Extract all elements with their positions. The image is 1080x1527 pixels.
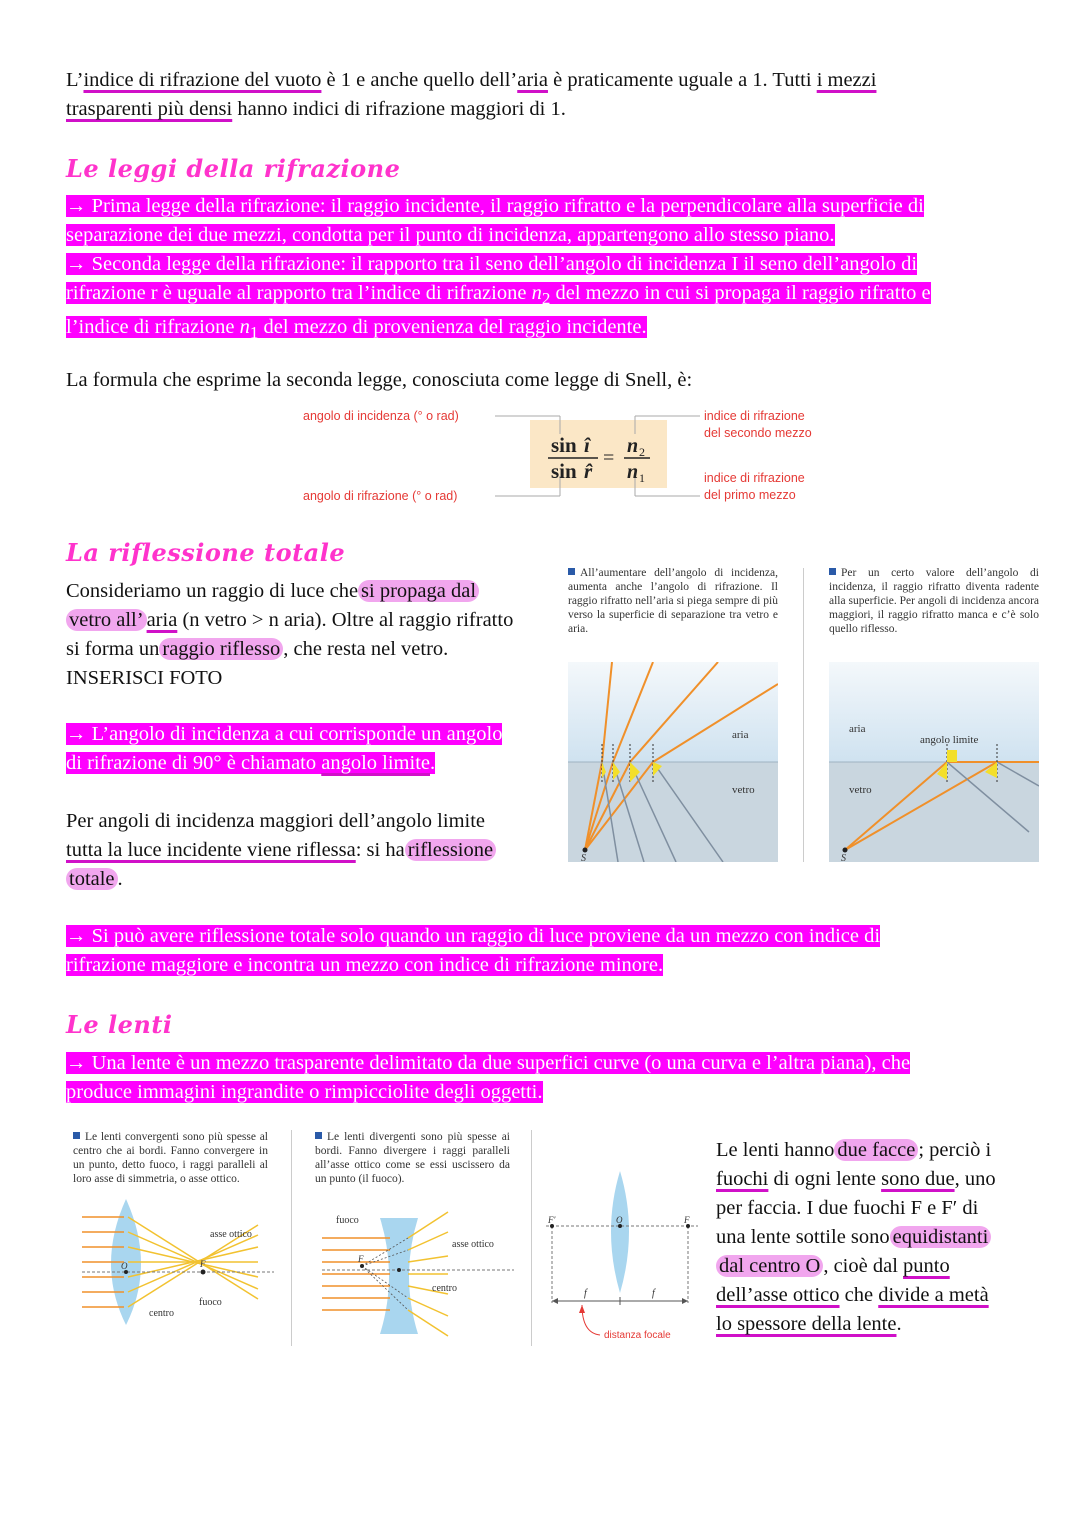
- label-vetro: vetro: [849, 784, 872, 796]
- label-f: F: [684, 1215, 690, 1225]
- label-f-right: f: [652, 1288, 655, 1299]
- label-f: F: [200, 1259, 206, 1269]
- law2-line3: l’indice di rifrazione $n_1$ del mezzo di provenienza del raggio incidente.: [66, 316, 647, 343]
- snell-formula-graphic: [300, 404, 840, 508]
- law2-line2: rifrazione r è uguale al rapporto tra l’indice di rifrazione $n_2$ del mezzo in cui si propaga il raggio rifratto e: [66, 282, 931, 309]
- underlined-text: lo spessore della lente: [716, 1313, 897, 1335]
- underlined-text: punto: [903, 1255, 950, 1277]
- label-o: O: [121, 1261, 128, 1271]
- figure-caption-right: Per un certo valore dell’angolo di incidenza, il raggio rifratto diventa radente alla superficie. Per angoli di incidenza ancora maggiori, il raggio rifratto manca e c’è solo quello riflesso.: [829, 567, 1039, 635]
- formula-n1: n: [627, 461, 639, 483]
- snell-intro: La formula che esprime la seconda legge, conosciuta come legge di Snell, è:: [66, 369, 693, 391]
- figure-divider: [803, 568, 804, 862]
- label-centro: centro: [149, 1308, 174, 1319]
- refraction-laws: [66, 192, 1006, 347]
- converging-lens-figure: [78, 1195, 278, 1330]
- label-n1-line2: del primo mezzo: [704, 488, 796, 502]
- lens-foci-paragraph: Le lenti hanno due facce ; perciò i fuochi di ogni lente sono due, uno per faccia. I due fuochi F e F′ di una lente sottile sono equidistanti dal centro O , cioè dal punto dell’asse ottico che divide a metà lo spessore della lente.: [716, 1139, 996, 1335]
- highlight-text: dal centro O: [716, 1255, 823, 1277]
- total-reflection-condition: Per angoli di incidenza maggiori dell’angolo limite tutta la luce incidente viene riflessa: si ha riflessione totale .: [66, 807, 546, 894]
- total-reflection-rule: → Si può avere riflessione totale solo quando un raggio di luce proviene da un mezzo con indice di rifrazione maggiore e incontra un mezzo con indice di rifrazione minore.: [66, 925, 881, 976]
- formula-n2-sub: 2: [639, 445, 645, 459]
- label-n2-line2: del secondo mezzo: [704, 426, 812, 440]
- underlined-text: fuochi: [716, 1168, 769, 1190]
- law2-line1: → Seconda legge della rifrazione: il rapporto tra il seno dell’angolo di incidenza I il seno dell’angolo di: [66, 253, 918, 275]
- label-distanza-focale: distanza focale: [604, 1330, 671, 1341]
- highlight-text: vetro all’: [66, 609, 147, 631]
- text: L’: [66, 69, 84, 91]
- underlined-text: aria: [146, 609, 178, 631]
- label-asse-ottico: asse ottico: [210, 1229, 252, 1240]
- text: è 1 e anche quello dell’: [321, 69, 518, 91]
- highlight-text: si propaga dal: [358, 580, 479, 602]
- figure-caption-left: All’aumentare dell’angolo di incidenza, aumenta anche l’angolo di rifrazione. Il raggio rifratto nell’aria si piega sempre di più verso la superficie di separazione tra vetro e aria.: [568, 567, 778, 635]
- formula-num-sin: sin: [551, 433, 577, 457]
- caption-diverging: Le lenti divergenti sono più spesse ai bordi. Fanno divergere i raggi paralleli all’asse ottico come se essi uscissero da un punto (il fuoco).: [315, 1131, 510, 1185]
- label-o: O: [616, 1215, 623, 1225]
- label-f-left: f: [584, 1288, 587, 1299]
- underlined-text: angolo limite: [321, 752, 430, 774]
- lens-definition: → Una lente è un mezzo trasparente delimitato da due superfici curve (o una curva e l’altra piana), che produce immagini ingrandite o rimpicciolite degli oggetti.: [66, 1052, 911, 1103]
- highlight-text: riflessione: [405, 839, 496, 861]
- section-title-refraction: Le leggi della rifrazione: [66, 154, 401, 183]
- label-s: S: [841, 853, 846, 862]
- label-centro: centro: [432, 1283, 457, 1294]
- label-angolo-limite: angolo limite: [920, 734, 979, 746]
- underlined-text: tutta la luce incidente viene riflessa: [66, 839, 356, 861]
- label-n1-line1: indice di rifrazione: [704, 471, 805, 485]
- label-asse-ottico: asse ottico: [452, 1239, 494, 1250]
- underlined-text: sono due: [881, 1168, 955, 1190]
- total-reflection-figure: [829, 662, 1039, 862]
- label-incidence: angolo di incidenza (° o rad): [303, 409, 459, 423]
- highlight-text: totale: [66, 868, 118, 890]
- lens-divider-1: [291, 1130, 292, 1346]
- highlight-text: raggio riflesso: [159, 638, 283, 660]
- caption-converging: Le lenti convergenti sono più spesse al centro che ai bordi. Fanno convergere in un punto, detto fuoco, i raggi paralleli al loro asse di simmetria, o asse ottico.: [73, 1131, 268, 1185]
- refraction-figure: [568, 662, 778, 862]
- label-f-prime: F′: [548, 1215, 556, 1225]
- label-f: F: [358, 1254, 364, 1264]
- section-title-total-reflection: La riflessione totale: [66, 538, 346, 567]
- underlined-text: aria: [517, 69, 548, 91]
- label-aria: aria: [732, 729, 749, 741]
- formula-den-sin: sin: [551, 459, 577, 483]
- underlined-text: indice di rifrazione del vuoto: [83, 69, 322, 91]
- label-vetro: vetro: [732, 784, 755, 796]
- text: hanno indici di rifrazione maggiori di 1.: [232, 98, 566, 120]
- underlined-text: i mezzi: [816, 69, 877, 91]
- snell-formula: [300, 404, 840, 508]
- thin-lens-figure: [542, 1165, 702, 1345]
- formula-n1-sub: 1: [639, 471, 645, 485]
- law1-line2: separazione dei due mezzi, condotta per il punto di incidenza, appartengono allo stesso piano.: [66, 224, 835, 246]
- critical-angle-definition: → L’angolo di incidenza a cui corrisponde un angolo di rifrazione di 90° è chiamato angolo limite.: [66, 723, 503, 774]
- law1-line1: → Prima legge della rifrazione: il raggio incidente, il raggio rifratto e la perpendicolare alla superficie di: [66, 195, 924, 217]
- label-refraction: angolo di rifrazione (° o rad): [303, 489, 458, 503]
- underlined-text: trasparenti più densi: [66, 98, 233, 120]
- formula-equals: =: [603, 447, 615, 469]
- section-title-lenses: Le lenti: [66, 1010, 173, 1039]
- diverging-lens-figure: [318, 1210, 518, 1340]
- total-reflection-paragraph: Consideriamo un raggio di luce che si propaga dal vetro all’ aria (n vetro > n aria). Oltre al raggio rifratto si forma un raggio riflesso , che resta nel vetro. INSERISCI FOTO: [66, 580, 514, 689]
- underlined-text: divide a metà: [878, 1284, 989, 1306]
- label-fuoco: fuoco: [199, 1297, 222, 1308]
- highlight-text: due facce: [834, 1139, 918, 1161]
- label-s: S: [581, 853, 586, 862]
- text: è praticamente uguale a 1. Tutti: [547, 69, 817, 91]
- label-aria: aria: [849, 723, 866, 735]
- lens-divider-2: [531, 1130, 532, 1346]
- label-n2-line1: indice di rifrazione: [704, 409, 805, 423]
- underlined-text: dell’asse ottico: [716, 1284, 840, 1306]
- highlight-text: equidistanti: [890, 1226, 992, 1248]
- formula-num-var: î: [584, 433, 590, 457]
- intro-paragraph: [66, 66, 876, 124]
- formula-n2: n: [627, 435, 639, 457]
- insert-photo-note: INSERISCI FOTO: [66, 667, 223, 689]
- formula-den-var: r̂: [584, 459, 593, 483]
- label-fuoco: fuoco: [336, 1215, 359, 1226]
